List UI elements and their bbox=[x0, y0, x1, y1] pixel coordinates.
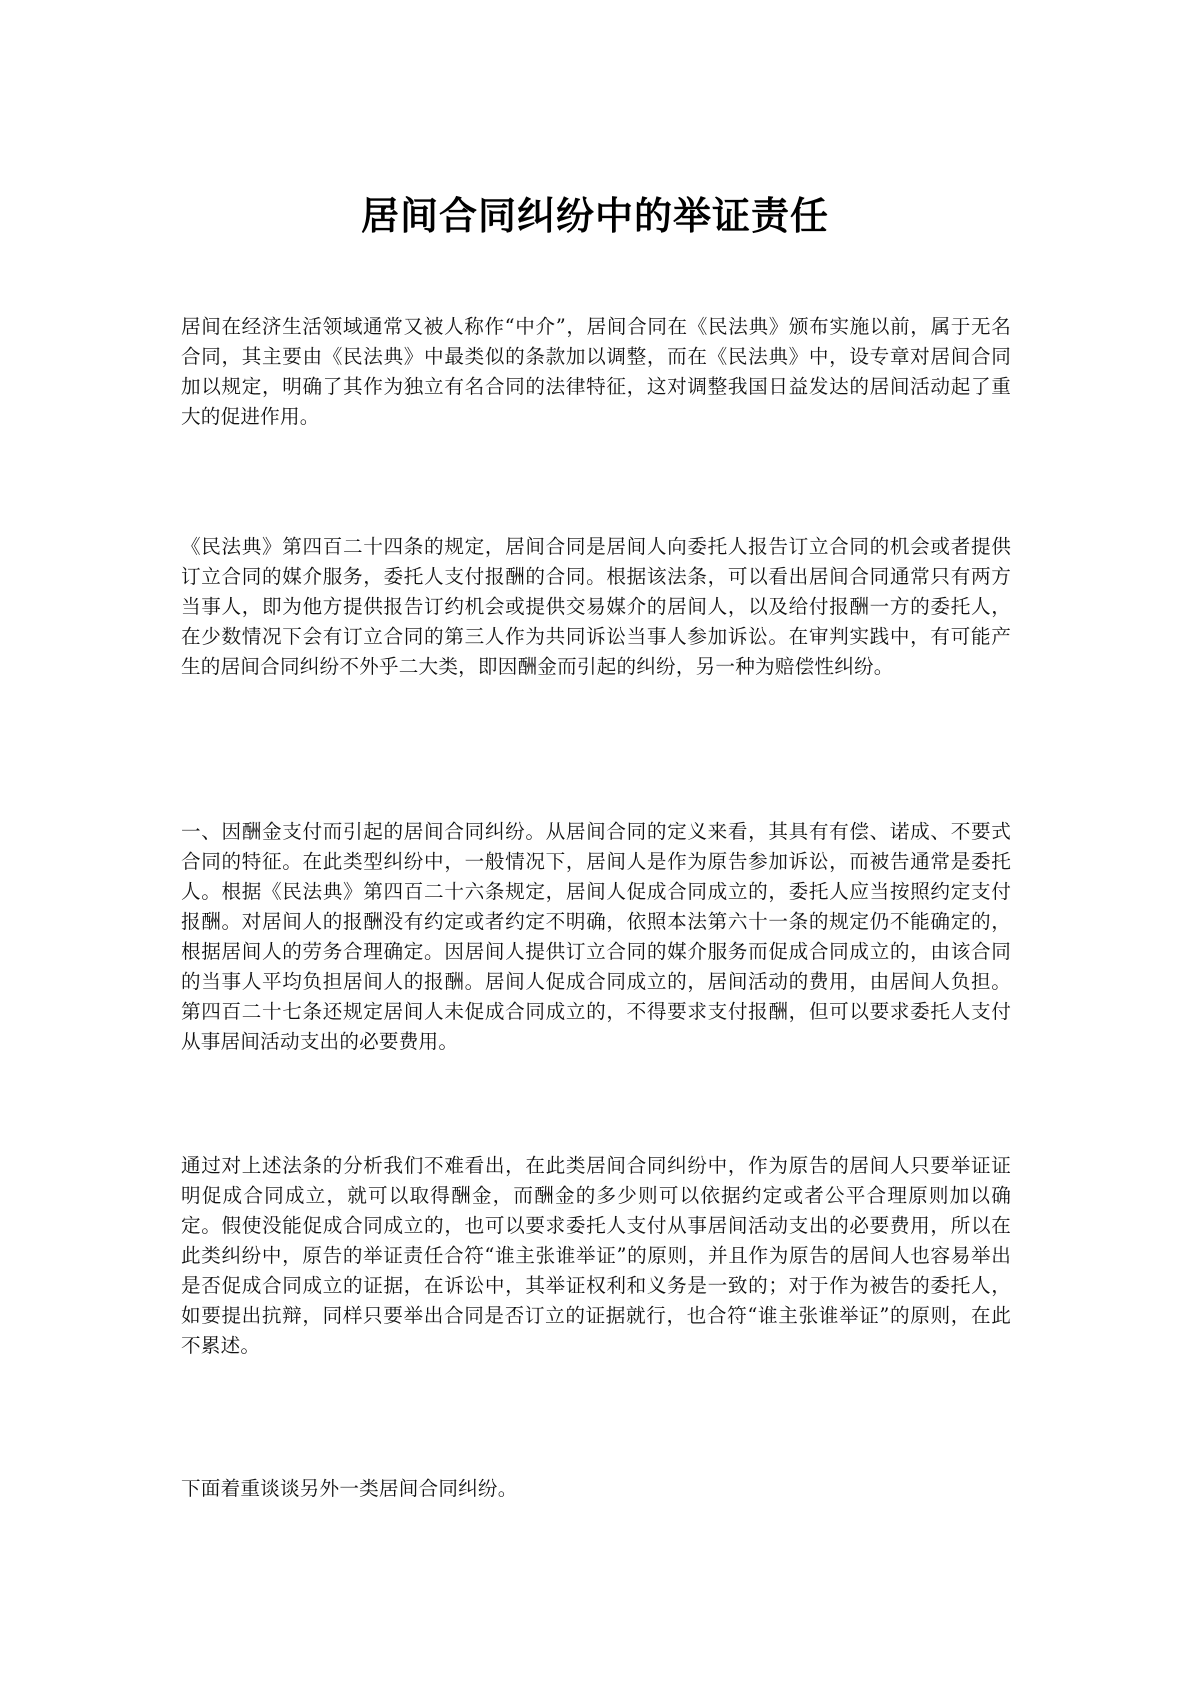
paragraph-intro: 居间在经济生活领域通常又被人称作“中介”，居间合同在《民法典》颁布实施以前，属于无名合同，其主要由《民法典》中最类似的条款加以调整，而在《民法典》中，设专章对居间合同加以规定，明确了其作为独立有名合同的法律特征，这对调整我国日益发达的居间活动起了重大的促进作用。 bbox=[181, 315, 1011, 428]
paragraph-definition: 《民法典》第四百二十四条的规定，居间合同是居间人向委托人报告订立合同的机会或者提供订立合同的媒介服务，委托人支付报酬的合同。根据该法条，可以看出居间合同通常只有两方当事人，即为他方提供报告订约机会或提供交易媒介的居间人，以及给付报酬一方的委托人，在少数情况下会有订立合同的第三人作为共同诉讼当事人参加诉讼。在审判实践中，有可能产生的居间合同纠纷不外乎二大类，即因酬金而引起的纠纷，另一种为赔偿性纠纷。 bbox=[181, 535, 1011, 678]
paragraph-transition: 下面着重谈谈另外一类居间合同纠纷。 bbox=[181, 1477, 518, 1500]
paragraph-remuneration-disputes: 一、因酬金支付而引起的居间合同纠纷。从居间合同的定义来看，其具有有偿、诺成、不要式合同的特征。在此类型纠纷中，一般情况下，居间人是作为原告参加诉讼，而被告通常是委托人。根据《民法典》第四百二十六条规定，居间人促成合同成立的，委托人应当按照约定支付报酬。对居间人的报酬没有约定或者约定不明确，依照本法第六十一条的规定仍不能确定的，根据居间人的劳务合理确定。因居间人提供订立合同的媒介服务而促成合同成立的，由该合同的当事人平均负担居间人的报酬。居间人促成合同成立的，居间活动的费用，由居间人负担。第四百二十七条还规定居间人未促成合同成立的，不得要求支付报酬，但可以要求委托人支付从事居间活动支出的必要费用。 bbox=[181, 820, 1011, 1053]
document-title: 居间合同纠纷中的举证责任 bbox=[360, 194, 829, 239]
paragraph-analysis: 通过对上述法条的分析我们不难看出，在此类居间合同纠纷中，作为原告的居间人只要举证证明促成合同成立，就可以取得酬金，而酬金的多少则可以依据约定或者公平合理原则加以确定。假使没能促成合同成立的，也可以要求委托人支付从事居间活动支出的必要费用，所以在此类纠纷中，原告的举证责任合符“谁主张谁举证”的原则，并且作为原告的居间人也容易举出是否促成合同成立的证据，在诉讼中，其举证权利和义务是一致的；对于作为被告的委托人，如要提出抗辩，同样只要举出合同是否订立的证据就行，也合符“谁主张谁举证”的原则，在此不累述。 bbox=[181, 1154, 1011, 1357]
